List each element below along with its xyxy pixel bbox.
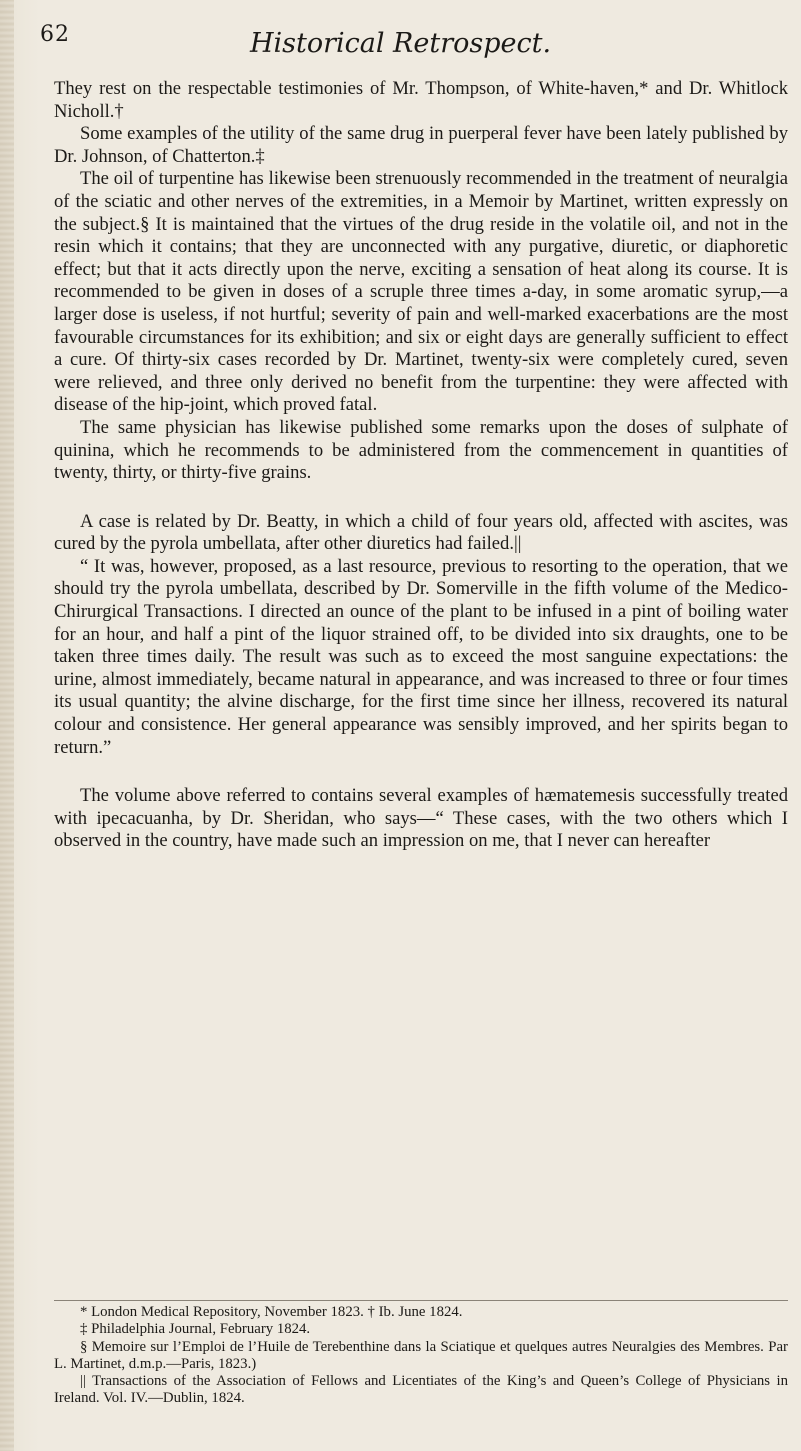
quoted-paragraph: “ It was, however, proposed, as a last resource, previous to resorting to the operation, that we should try the pyrola umbellata, described by Dr. Somerville in the fifth volume of the Medico-Chirurgical Transactions. I directed an ounce of the plant to be infused in a pint of boiling water for an hour, and half a pint of the liquor strained off, to be divided into six draughts, one to be taken three times daily. The result was such as to exceed the most sanguine expectations: the urine, almost immediately, became natural in appearance, and was increased to three or four times its usual quantity; the alvine discharge, for the first time since her illness, recovered its natural colour and consistence. Her general appearance was sensibly improved, and her spirits began to return.” xyxy=(54,555,788,758)
footnote: ‡ Philadelphia Journal, February 1824. xyxy=(80,1321,311,1338)
paragraph: They rest on the respectable testimonies of Mr. Thompson, of White-haven,* and Dr. Whitlock Nicholl.† xyxy=(54,78,788,122)
footnotes xyxy=(54,1304,788,1408)
footnote: § Memoire sur l’Emploi de l’Huile de Terebenthine dans la Sciatique et quelques autres Neuralgies des Membres. Par L. Martinet, d.m.p.—Paris, 1823.) xyxy=(54,1338,788,1372)
page-gutter-edge xyxy=(0,0,14,1451)
running-head: Historical Retrospect. xyxy=(249,28,552,59)
page-number: 62 xyxy=(40,22,70,47)
paragraph: A case is related by Dr. Beatty, in which a child of four years old, affected with ascites, was cured by the pyrola umbellata, after other diuretics had failed.|| xyxy=(54,510,788,555)
footnote-rule xyxy=(54,1300,788,1301)
body-text xyxy=(54,78,788,853)
footnote: || Transactions of the Association of Fellows and Licentiates of the King’s and Queen’s College of Physicians in Ireland. Vol. IV.—Dublin, 1824. xyxy=(54,1373,788,1407)
paragraph: The volume above referred to contains several examples of hæmatemesis successfully treated with ipecacuanha, by Dr. Sheridan, who says—“ These cases, with the two others which I observed in the country, have made such an impression on me, that I never can hereafter xyxy=(54,785,788,852)
paragraph: Some examples of the utility of the same drug in puerperal fever have been lately published by Dr. Johnson, of Chatterton.‡ xyxy=(54,123,788,167)
paragraph-gap xyxy=(54,759,788,785)
paragraph: The oil of turpentine has likewise been strenuously recommended in the treatment of neuralgia of the sciatic and other nerves of the extremities, in a Memoir by Martinet, written expressly on the subject.§ It is maintained that the virtues of the drug reside in the volatile oil, and not in the resin which it contains; that they are unconnected with any purgative, diuretic, or diaphoretic effect; but that it acts directly upon the nerve, exciting a sensation of heat along its course. It is recommended to be given in doses of a scruple three times a-day, in some aromatic syrup,—a larger dose is useless, if not hurtful; severity of pain and well-marked exacerbations are the most favourable circumstances for its exhibition; and six or eight days are generally sufficient to effect a cure. Of thirty-six cases recorded by Dr. Martinet, twenty-six were completely cured, seven were relieved, and three only derived no benefit from the turpentine: they were affected with disease of the hip-joint, which proved fatal. xyxy=(54,168,788,416)
paragraph-gap xyxy=(54,485,788,511)
paragraph: The same physician has likewise published some remarks upon the doses of sulphate of quinina, which he recommends to be administered from the commencement in quantities of twenty, thirty, or thirty-five grains. xyxy=(54,416,788,484)
footnote: * London Medical Repository, November 1823. † Ib. June 1824. xyxy=(80,1304,463,1320)
